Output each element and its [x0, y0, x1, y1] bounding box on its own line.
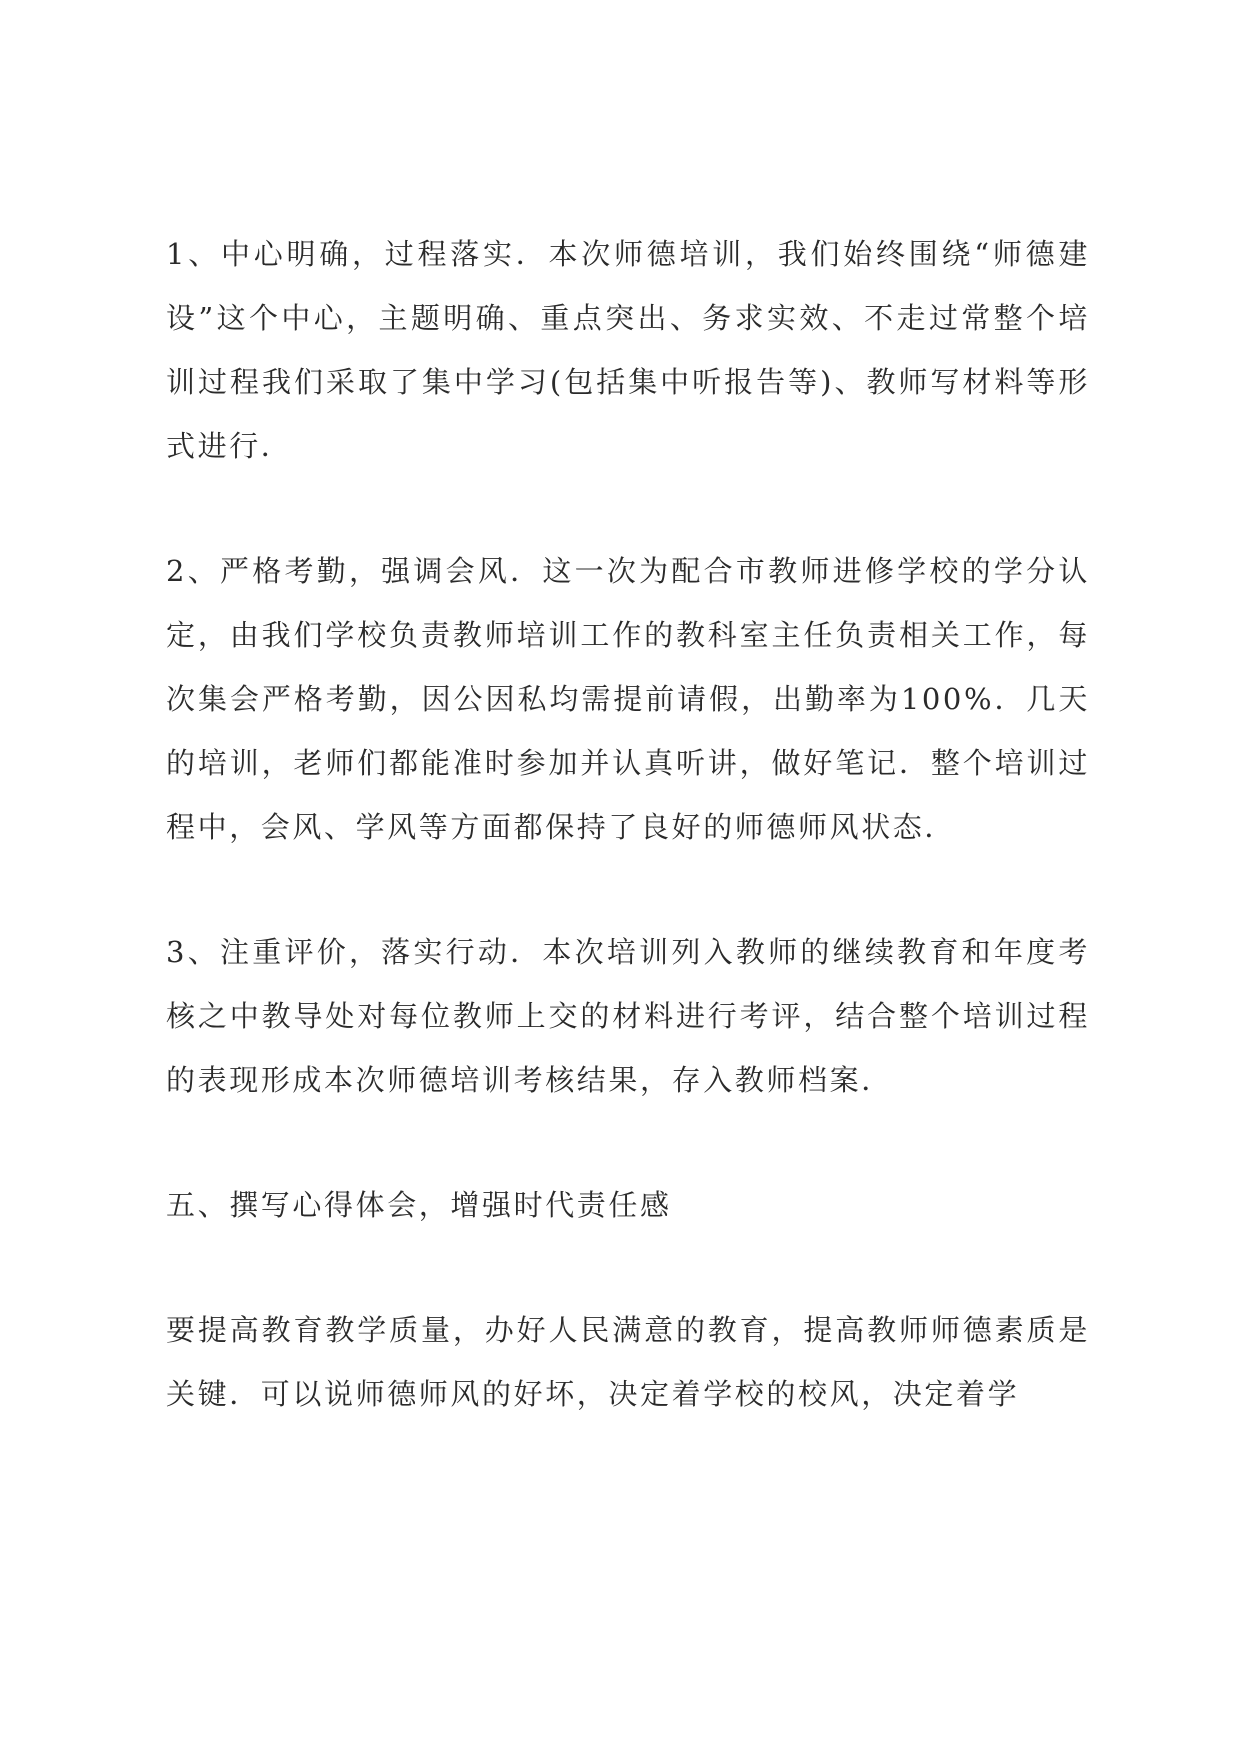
paragraph-4: 要提高教育教学质量，办好人民满意的教育，提高教师师德素质是关键．可以说师德师风的好坏，决定着学校的校风，决定着学 [166, 1313, 1090, 1411]
paragraph-2: 2、严格考勤，强调会风．这一次为配合市教师进修学校的学分认定，由我们学校负责教师培训工作的教科室主任负责相关工作，每次集会严格考勤，因公因私均需提前请假，出勤率为100%．几天的培训，老师们都能准时参加并认真听讲，做好笔记．整个培训过程中，会风、学风等方面都保持了良好的师德师风状态． [166, 554, 1090, 844]
section-heading: 五、撰写心得体会，增强时代责任感 [166, 1188, 672, 1222]
paragraph-3: 3、注重评价，落实行动．本次培训列入教师的继续教育和年度考核之中教导处对每位教师上交的材料进行考评，结合整个培训过程的表现形成本次师德培训考核结果，存入教师档案． [166, 935, 1090, 1097]
paragraph-1: 1、中心明确，过程落实．本次师德培训，我们始终围绕“师德建设”这个中心，主题明确、重点突出、务求实效、不走过常整个培训过程我们采取了集中学习(包括集中听报告等)、教师写材料等形式进行． [166, 237, 1090, 463]
document-body [166, 222, 1090, 1426]
